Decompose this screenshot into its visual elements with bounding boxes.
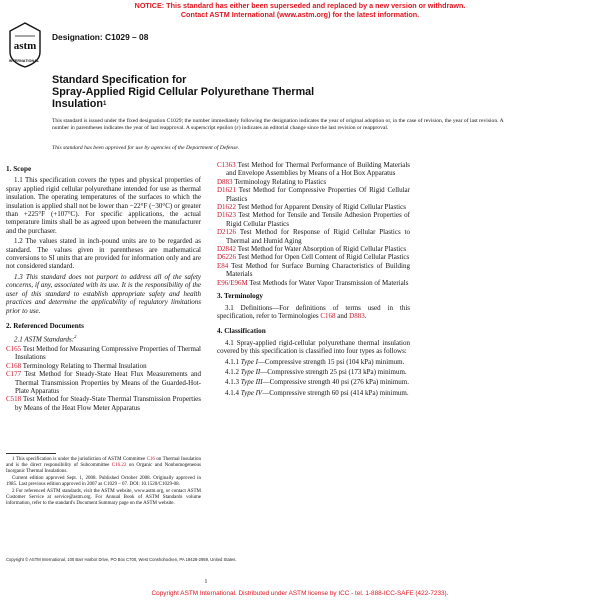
ref-code-d2842[interactable]: D2842 [217, 245, 237, 254]
notice-line-2: Contact ASTM International (www.astm.org) for the latest information. [180, 10, 420, 19]
ref-code-e84[interactable]: E84 [217, 261, 229, 270]
title-line-3: Insulation [52, 98, 103, 110]
footnote-1-edition: Current edition approved Sept. 1, 2008. Published October 2008. Originally approved in 1985. Last previous edition approved in 2007 as C1029 – 07. DOI: 10.1520/C1029-08. [6, 476, 201, 487]
ref-code-c168[interactable]: C168 [6, 361, 22, 370]
ref-code-c165[interactable]: C165 [6, 345, 22, 354]
ref-code-c177[interactable]: C177 [6, 370, 22, 379]
scope-1-1: 1.1 This specification covers the types and physical properties of spray applied rigid cellular polyurethane intended for use as thermal insulation. The operating temperatures of the surfaces to which the insulation is applied shall not be lower than −22°F (−30°C) or greater than +225°F (+107°C). For specific applications, the actual temperature limits shall be as agreed upon between the manufacturer and the purchaser. [6, 176, 201, 235]
copyright-line: Copyright © ASTM International, 100 Barr Harbor Drive, PO Box C700, West Conshohocken, PA 19428-2959, United States. [6, 557, 237, 562]
ref-text-c518: Test Method for Steady-State Thermal Transmission Properties by Means of the Heat Flow Meter Apparatus [15, 395, 201, 412]
type-4: 4.1.4 Type IV—Compressive strength 60 psi (414 kPa) minimum. [225, 388, 409, 397]
intro-paragraph: This standard is issued under the fixed designation C1029; the number immediately following the designation indicates the year of original adoption or, in the case of revision, the year of last revision. A number in parentheses indicates the year of last reapproval. A superscript epsilon (ε) indicates an editorial change since the last revision or reapproval. [52, 118, 504, 132]
type-3: 4.1.3 Type III—Compressive strength 40 psi (276 kPa) minimum. [225, 378, 410, 387]
footnote-1: 1 This specification is under the jurisdiction of ASTM Committee C16 on Thermal Insulation and is the direct responsibility of Subcommittee C16.22 on Organic and Nonhomogeneous Inorganic Thermal Insulations. [6, 457, 202, 474]
ref-code-d2126[interactable]: D2126 [217, 228, 237, 237]
title-line-2: Spray-Applied Rigid Cellular Polyurethane Thermal [52, 86, 315, 98]
subcommittee-link[interactable]: C16.22 [111, 463, 127, 468]
supersede-notice [0, 1, 600, 19]
scope-heading: 1. Scope [6, 165, 32, 173]
title-line-1: Standard Specification for [52, 74, 187, 86]
ref-code-d1621[interactable]: D1621 [217, 186, 237, 195]
terminology-link-d883[interactable]: D883 [349, 311, 365, 320]
ref-code-d6226[interactable]: D6226 [217, 253, 237, 262]
ref-text-e84: Test Method for Surface Burning Characteristics of Building Materials [226, 261, 411, 279]
references-heading: 2. Referenced Documents [6, 321, 84, 330]
ref-text-d2126: Test Method for Response of Rigid Cellular Plastics to Thermal and Humid Aging [226, 228, 411, 245]
page-number: 1 [204, 579, 208, 585]
approval-statement: This standard has been approved for use by agencies of the Department of Defense. [52, 145, 240, 151]
ref-text-d6226: Test Method for Open Cell Content of Rigid Cellular Plastics [237, 253, 410, 262]
footnote-rule [6, 453, 56, 454]
terminology-3-1: 3.1 Definitions—For definitions of terms used in this specification, refer to Terminologies C168 and D883. [217, 303, 410, 320]
scope-1-3: 1.3 This standard does not purport to address all of the safety concerns, if any, associated with its use. It is the responsibility of the user of this standard to establish appropriate safety and health practices and determine the applicability of regulatory limitations prior to use. [6, 272, 201, 315]
ref-text-d1623: Test Method for Tensile and Tensile Adhesion Properties of Rigid Cellular Plastics [226, 211, 411, 228]
scope-1-2: 1.2 The values stated in inch-pound units are to be regarded as standard. The values given in parentheses are mathematical conversions to SI units that are provided for information only and are not considered standard. [6, 237, 201, 271]
classification-heading: 4. Classification [217, 327, 266, 336]
ref-text-c177: Test Method for Steady-State Heat Flux Measurements and Thermal Transmission Properties by Means of the Guarded-Hot-Plate Apparatus [15, 370, 201, 396]
terminology-heading: 3. Terminology [217, 292, 263, 301]
classification-4-1: 4.1 Spray-applied rigid-cellular polyurethane thermal insulation covered by this specification is classified into four types as follows: [217, 338, 410, 356]
ref-text-d883: Terminology Relating to Plastics [234, 177, 327, 186]
type-2: 4.1.2 Type II—Compressive strength 25 psi (173 kPa) minimum. [225, 367, 407, 376]
ref-text-d1621: Test Method for Compressive Properties Of Rigid Cellular Plastics [226, 186, 410, 203]
ref-code-c1363[interactable]: C1363 [217, 161, 236, 169]
ref-code-d1623[interactable]: D1623 [217, 211, 237, 220]
committee-link[interactable]: C16 [146, 457, 155, 462]
designation: Designation: C1029 – 08 [52, 32, 149, 42]
svg-text:astm: astm [13, 40, 37, 52]
type-1: 4.1.1 Type I—Compressive strength 15 psi (104 kPa) minimum. [225, 357, 405, 366]
license-notice: Copyright ASTM International. Distributed under ASTM license by ICC - tel. 1-888-ICC-SAFE (422-7233). [151, 590, 449, 597]
ref-text-c165: Test Method for Measuring Compressive Properties of Thermal Insulations [15, 345, 202, 362]
footnotes [6, 457, 201, 508]
ref-text-d2842: Test Method for Water Absorption of Rigid Cellular Plastics [237, 245, 407, 254]
ref-code-e96[interactable]: E96/E96M [217, 278, 248, 287]
ref-text-c1363: Test Method for Thermal Performance of Building Materials and Envelope Assemblies by Means of a Hot Box Apparatus [226, 161, 410, 178]
document-title [52, 74, 382, 110]
ref-code-d883[interactable]: D883 [217, 177, 233, 186]
references-footnote-mark: 2 [74, 334, 77, 340]
astm-standards-label: 2.1 ASTM Standards: [14, 335, 75, 344]
ref-text-d1622: Test Method for Apparent Density of Rigid Cellular Plastics [237, 203, 406, 212]
title-footnote-mark: 1 [103, 101, 107, 107]
notice-line-1: NOTICE: This standard has either been superseded and replaced by a new version or withdrawn. [134, 1, 466, 10]
ref-code-c518[interactable]: C518 [6, 395, 22, 404]
ref-code-d1622[interactable]: D1622 [217, 203, 237, 212]
terminology-link-c168[interactable]: C168 [320, 311, 336, 320]
ref-text-c168: Terminology Relating to Thermal Insulation [22, 361, 147, 370]
footnote-2: 2 For referenced ASTM standards, visit the ASTM website, www.astm.org, or contact ASTM Customer Service at service@astm.org. For Annual Book of ASTM Standards volume information, refer to the standard's Document Summary page on the ASTM website. [6, 489, 201, 506]
left-column [6, 165, 201, 412]
ref-text-e96: Test Methods for Water Vapor Transmission of Materials [249, 278, 409, 287]
logo-caption: INTERNATIONAL [8, 59, 40, 63]
right-column [217, 161, 410, 399]
